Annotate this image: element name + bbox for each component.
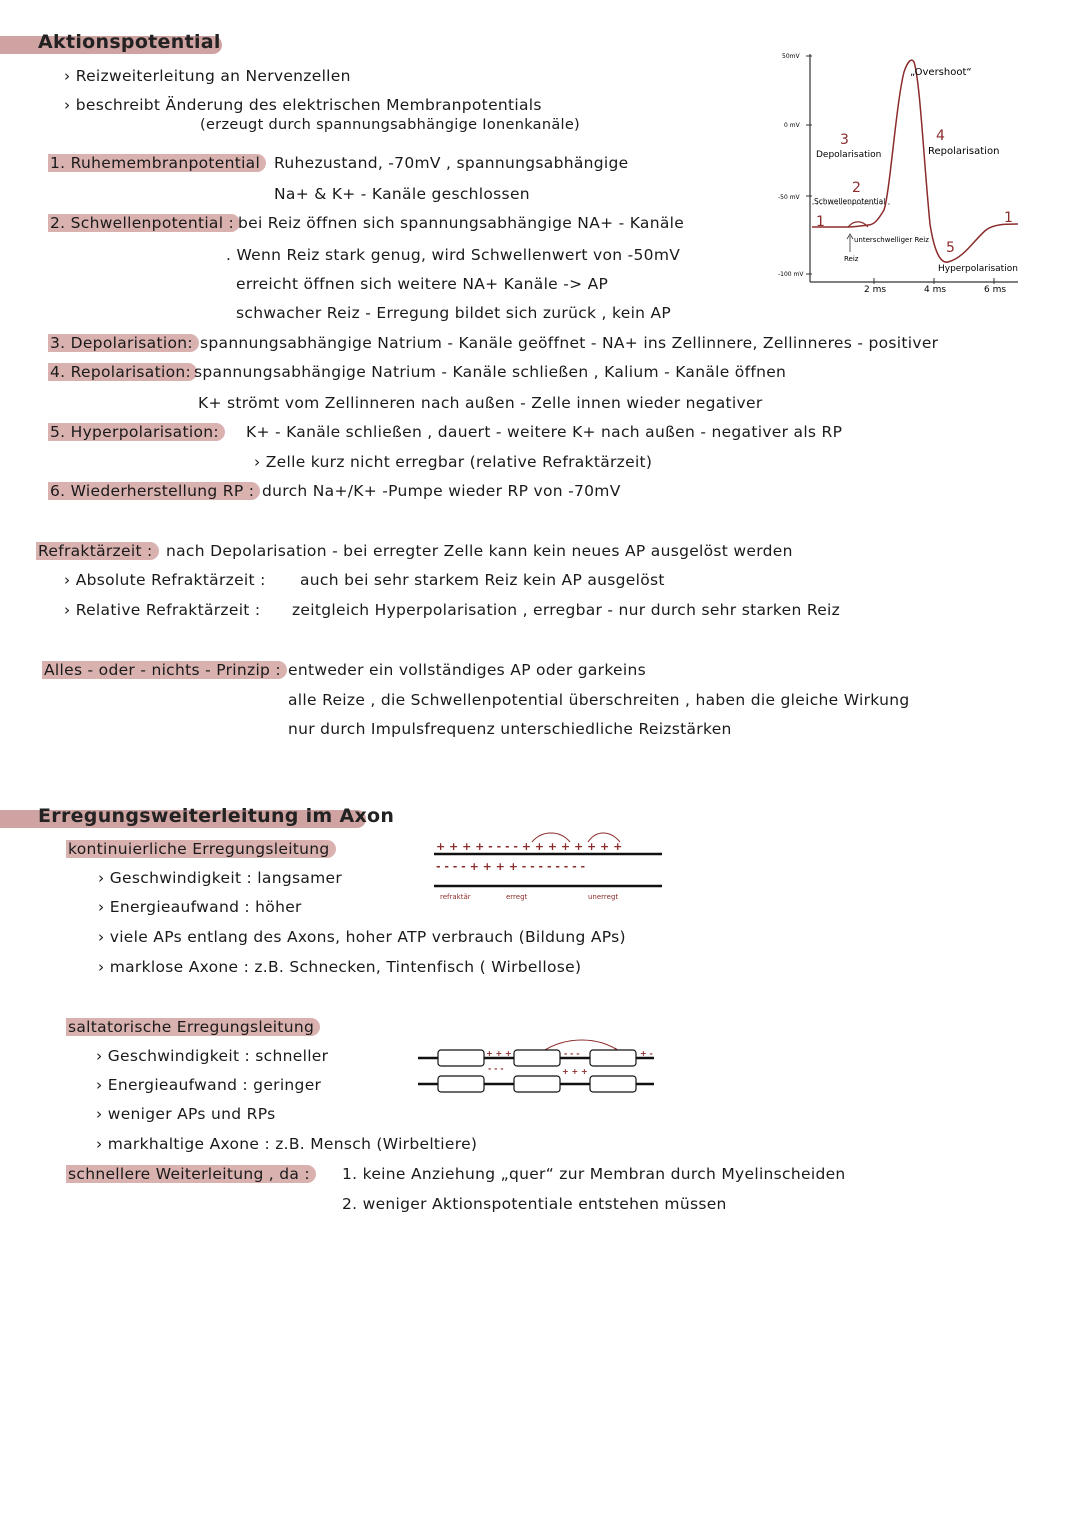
refractory-label: Refraktärzeit : [36, 541, 159, 561]
phase-2-label: Schwellenpotential [814, 197, 886, 206]
label-refraktaer: refraktär [440, 893, 471, 901]
myelin-sheath-top-3 [590, 1050, 636, 1066]
saltatory-item-1: › Geschwindigkeit : schneller [96, 1047, 329, 1065]
y-label-minus50: -50 mV [778, 194, 800, 201]
all-or-nothing-line-1: entweder ein vollständiges AP oder garkeins [288, 661, 646, 679]
step-5-text: K+ - Kanäle schließen , dauert - weitere K+ nach außen - negativer als RP [246, 423, 843, 441]
step-1-text-2: Na+ & K+ - Kanäle geschlossen [274, 185, 530, 203]
reiz-label: Reiz [844, 255, 859, 263]
myelin-sheath-bottom-1 [438, 1076, 484, 1092]
saltatory-signs-bottom: + + + [562, 1067, 588, 1076]
continuous-item-3: › viele APs entlang des Axons, hoher ATP verbrauch (Bildung APs) [98, 928, 626, 946]
myelin-sheath-bottom-2 [514, 1076, 560, 1092]
continuous-top-signs: + + + + - - - - + + + + + + + + [436, 840, 623, 853]
x-label-2ms: 2 ms [864, 285, 887, 295]
all-or-nothing-line-2: alle Reize , die Schwellenpotential überschreiten , haben die gleiche Wirkung [288, 691, 910, 709]
label-unerregt: unerregt [588, 893, 619, 901]
refractory-absolute-text: auch bei sehr starkem Reiz kein AP ausgelöst [300, 571, 665, 589]
continuous-bottom-signs: - - - - + + + + - - - - - - - - [436, 860, 586, 873]
step-6-label: 6. Wiederherstellung RP : [48, 481, 260, 501]
all-or-nothing-line-3: nur durch Impulsfrequenz unterschiedliche Reizstärken [288, 720, 732, 738]
myelin-sheath-top-1 [438, 1050, 484, 1066]
step-4-text-2: K+ strömt vom Zellinneren nach außen - Zelle innen wieder negativer [198, 394, 763, 412]
refractory-text: nach Depolarisation - bei erregter Zelle kann kein neues AP ausgelöst werden [166, 542, 793, 560]
saltatory-reason-1: 1. keine Anziehung „quer“ zur Membran durch Myelinscheiden [342, 1165, 846, 1183]
step-3-text: spannungsabhängige Natrium - Kanäle geöffnet - NA+ ins Zellinnere, Zellinneres - positiver [200, 334, 939, 352]
phase-3-number: 3 [840, 132, 849, 148]
phase-1-number: 1 [816, 214, 825, 230]
all-or-nothing-label: Alles - oder - nichts - Prinzip : [42, 660, 287, 680]
y-label-50: 50mV [782, 53, 800, 60]
ap-curve [812, 60, 1018, 262]
phase-5-label: Hyperpolarisation [938, 264, 1018, 274]
intro-line-3: (erzeugt durch spannungsabhängige Ionenkanäle) [200, 117, 581, 133]
step-1-label: 1. Ruhemembranpotential [48, 153, 266, 173]
continuous-item-1: › Geschwindigkeit : langsamer [98, 869, 343, 887]
y-label-minus100: -100 mV [778, 271, 804, 278]
phase-2-number: 2 [852, 180, 861, 196]
step-4-text: spannungsabhängige Natrium - Kanäle schließen , Kalium - Kanäle öffnen [194, 363, 787, 381]
phase-4-number: 4 [936, 128, 945, 144]
step-5-label: 5. Hyperpolarisation: [48, 422, 225, 442]
myelin-sheath-top-2 [514, 1050, 560, 1066]
saltatory-signs-right: - - - [564, 1049, 580, 1058]
section-title-axon: Erregungsweiterleitung im Axon [38, 805, 395, 827]
step-4-label: 4. Repolarisation: [48, 362, 197, 382]
refractory-absolute-label: › Absolute Refraktärzeit : [64, 571, 266, 589]
phase-5-number: 5 [946, 240, 955, 256]
step-3-label: 3. Depolarisation: [48, 333, 199, 353]
continuous-heading: kontinuierliche Erregungsleitung [66, 839, 336, 859]
step-2-text: bei Reiz öffnen sich spannungsabhängige NA+ - Kanäle [238, 214, 685, 232]
saltatory-reason-label: schnellere Weiterleitung , da : [66, 1164, 316, 1184]
step-2-text-3: erreicht öffnen sich weitere NA+ Kanäle -> AP [236, 275, 609, 293]
y-label-0: 0 mV [784, 122, 800, 129]
phase-1-number-end: 1 [1004, 210, 1013, 226]
intro-line-2: › beschreibt Änderung des elektrischen Membranpotentials [64, 96, 542, 114]
saltatory-heading: saltatorische Erregungsleitung [66, 1017, 320, 1037]
x-label-4ms: 4 ms [924, 285, 947, 295]
refractory-relative-label: › Relative Refraktärzeit : [64, 601, 261, 619]
x-label-6ms: 6 ms [984, 285, 1007, 295]
saltatory-signs-top: + + + [486, 1049, 512, 1058]
step-6-text: durch Na+/K+ -Pumpe wieder RP von -70mV [262, 482, 621, 500]
refractory-relative-text: zeitgleich Hyperpolarisation , erregbar - nur durch sehr starken Reiz [292, 601, 841, 619]
step-2-text-4: schwacher Reiz - Erregung bildet sich zurück , kein AP [236, 304, 672, 322]
step-1-text: Ruhezustand, -70mV , spannungsabhängige [274, 154, 629, 172]
saltatory-item-2: › Energieaufwand : geringer [96, 1076, 322, 1094]
label-erregt: erregt [506, 893, 528, 901]
intro-line-1: › Reizweiterleitung an Nervenzellen [64, 67, 351, 85]
step-5-text-2: › Zelle kurz nicht erregbar (relative Refraktärzeit) [254, 453, 653, 471]
saltatory-reason-2: 2. weniger Aktionspotentiale entstehen müssen [342, 1195, 727, 1213]
saltatory-signs-mid: - - - [488, 1064, 504, 1073]
phase-3-label: Depolarisation [816, 150, 882, 160]
phase-4-label: Repolarisation [928, 146, 1000, 157]
saltatory-item-4: › markhaltige Axone : z.B. Mensch (Wirbeltiere) [96, 1135, 478, 1153]
saltatory-conduction-diagram [414, 1030, 664, 1090]
action-potential-chart [778, 44, 1038, 304]
section-title-aktionspotential: Aktionspotential [38, 31, 221, 53]
continuous-conduction-diagram [430, 822, 670, 902]
continuous-item-2: › Energieaufwand : höher [98, 898, 302, 916]
myelin-sheath-bottom-3 [590, 1076, 636, 1092]
continuous-item-4: › marklose Axone : z.B. Schnecken, Tintenfisch ( Wirbellose) [98, 958, 582, 976]
saltatory-item-3: › weniger APs und RPs [96, 1105, 276, 1123]
stimulus-label: unterschwelliger Reiz [854, 236, 929, 244]
step-2-text-2: . Wenn Reiz stark genug, wird Schwellenwert von -50mV [226, 246, 681, 264]
step-2-label: 2. Schwellenpotential : [48, 213, 240, 233]
saltatory-signs-end: + - [640, 1049, 653, 1058]
overshoot-label: „Overshoot“ [910, 67, 972, 78]
